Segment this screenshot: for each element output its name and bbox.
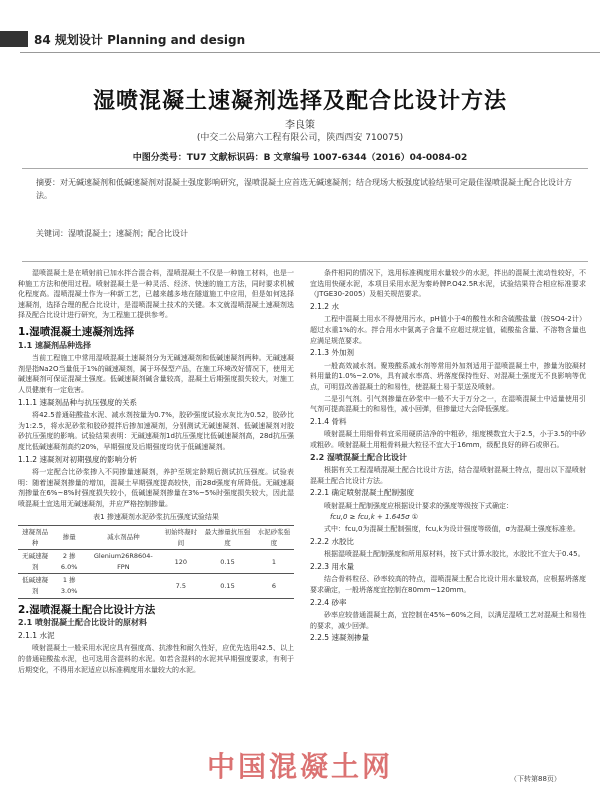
table-row bbox=[18, 550, 294, 574]
header-rule bbox=[20, 52, 600, 53]
abstract-top-rule bbox=[22, 168, 588, 169]
body-paragraph: 当前工程施工中常用湿喷混凝土速凝剂分为无碱速凝剂和低碱速凝剂两种。无碱速凝剂是指Na2O当量低于1%的碱速凝剂，属于环保型产品，在施工环境改好情况下，使用无碱速凝剂可保证混凝土强度。低碱速凝剂碱含量较高，混凝土后期强度损失较大，对施工人员健康有一定危害。 bbox=[18, 354, 294, 394]
abstract-bottom-rule bbox=[22, 261, 588, 262]
intro-paragraph: 湿喷混凝土是在喷射前已加水拌合混合料，湿喷混凝土不仅是一种施工材料，也是一种施工方法和使用过程。喷射混凝土是一种灵活、经济、快速的施工方法，同时要求机械化程度高。湿喷混凝土作为一种新工艺，已越来越多地在隧道施工中应用，但是如何选择速凝剂，选择合理的配合比设计，是湿喷混凝土技术的关键。本文就湿喷混凝土速凝剂选择及配合比设计进行研究，为工程施工提供参考。 bbox=[18, 269, 294, 320]
table-cell: 低碱速凝剂 bbox=[18, 574, 52, 598]
subsection-heading-2-1-4: 2.1.4 骨料 bbox=[310, 416, 347, 426]
body-paragraph: 喷射混凝土配制强度应根据设计要求的强度等级按下式确定： bbox=[324, 501, 513, 510]
subsection-heading-2-2-5: 2.2.5 速凝剂掺量 bbox=[310, 633, 369, 643]
table-cell: 6 bbox=[254, 574, 294, 598]
abstract-text: 摘要：对无碱速凝剂和低碱速凝剂对混凝土强度影响研究，湿喷混凝土应首选无碱速凝剂；结合现场大板强度试验结果可定最佳湿喷混凝土配合比设计方法。 bbox=[36, 178, 572, 200]
keywords-text: 关键词：湿喷混凝土；速凝剂；配合比设计 bbox=[36, 229, 188, 238]
table-cell: 1 bbox=[254, 550, 294, 574]
section-heading-2: 2.湿喷混凝土配合比设计方法 bbox=[18, 603, 156, 616]
page-number: 84 bbox=[34, 33, 51, 47]
body-paragraph: 将42.5普通硅酸盐水泥、减水剂按量为0.7%，胶砂强度试验水灰比为0.52，胶砂比为1:2.5，将水泥砂浆和胶砂搅拌后掺加速凝剂，分别测试无碱速凝剂、低碱速凝剂对胶砂抗压强度的影响。试验结果表明：无碱速凝剂1d抗压强度比低碱速凝剂高，28d抗压强度比低碱速凝剂高约20%，早期强度及后期强度均优于低碱速凝剂。 bbox=[18, 411, 294, 451]
table-header-cell: 最大掺量抗压强度 bbox=[201, 526, 254, 550]
body-paragraph: 砂率应较普通混凝土高，宜控制在45%~60%之间，以满足湿喷工艺对混凝土和易性的要求，减少回弹。 bbox=[310, 611, 586, 630]
subsection-heading-1-1-1: 1.1.1 速凝剂品种与抗压强度的关系 bbox=[18, 397, 137, 407]
subsection-heading-2-1-1: 2.1.1 水泥 bbox=[18, 630, 55, 640]
body-paragraph: 一般高效减水剂。聚羧酸系减水剂等常用外加剂适用于湿喷混凝土中，掺量为胶凝材料用量的1.0%~2.0%，具有减水率高、坍落度保持性好、对混凝土强度无不良影响等优点，可明显改善混凝土的和易性，使混凝土易于泵送及喷射。 bbox=[310, 361, 586, 391]
body-paragraph: 喷射混凝土一般采用水泥应具有强度高、抗渗性和耐久性好，应优先选用42.5、以上的普通硅酸盐水泥，也可选用含混料的水泥。如若含混料的水泥其早期强度要求，有利于后期变化，不得用水泥适应以标准稠度用水量较大的水泥。 bbox=[18, 644, 294, 674]
body-paragraph: 二是引气剂。引气剂掺量在砂浆中一般不大于万分之一，在湿喷混凝土中适量使用引气剂可提高混凝土的和易性，减小回弹，但掺量过大会降低强度。 bbox=[310, 394, 586, 414]
body-paragraph: 条件相同的情况下，选用标准稠度用水量较少的水泥，拌出的混凝土流动性较好，不宜选用快硬水泥，本项目采用水泥为秦岭牌P.O42.5R水泥，试验结果符合相应标准要求（JTGE30-2005）及相关规范要求。 bbox=[310, 269, 586, 299]
classification-line: 中图分类号：TU7 文献标识码：B 文章编号 1007-6344（2016）04-0084-02 bbox=[132, 153, 468, 163]
subsection-heading-2-2-2: 2.2.2 水胶比 bbox=[310, 536, 354, 546]
page-header bbox=[0, 28, 600, 52]
section-heading-1: 1.湿喷混凝土速凝剂选择 bbox=[18, 325, 135, 338]
article-author: 李良策 bbox=[285, 120, 315, 131]
subsection-heading-2-2-4: 2.2.4 砂率 bbox=[310, 597, 347, 607]
results-table bbox=[18, 525, 294, 599]
table-header-cell: 减水剂品种 bbox=[86, 526, 160, 550]
table-cell: 无碱速凝剂 bbox=[18, 550, 52, 574]
subsection-heading-2-1-3: 2.1.3 外加剂 bbox=[310, 348, 354, 358]
table-cell: 7.5 bbox=[160, 574, 201, 598]
site-watermark: 中国混凝土网 bbox=[206, 750, 393, 783]
table-header-cell: 掺量 bbox=[52, 526, 86, 550]
table-row bbox=[18, 574, 294, 598]
abstract-box bbox=[22, 168, 588, 262]
table-header-cell: 速凝剂品种 bbox=[18, 526, 52, 550]
body-paragraph: 结合骨料粒径、砂率较高的特点，湿喷混凝土配合比设计用水量较高，应根据坍落度要求确定，一般坍落度宜控制在80mm~120mm。 bbox=[310, 575, 586, 595]
header-section-label bbox=[34, 31, 245, 48]
subsection-heading-2-1: 2.1 喷射混凝土配合比设计的原材料 bbox=[18, 618, 147, 628]
subsection-heading-2-2-3: 2.2.3 用水量 bbox=[310, 561, 354, 571]
table-cell: 120 bbox=[160, 550, 201, 574]
formula: fcu,0 ≥ fcu,k + 1.645σ ① bbox=[330, 513, 419, 522]
right-column bbox=[310, 268, 586, 772]
subsection-heading-1-1-2: 1.1.2 速凝剂对初期强度的影响分析 bbox=[18, 454, 137, 464]
subsection-heading-1-1: 1.1 速凝剂品种选择 bbox=[18, 340, 91, 350]
article-affiliation: (中交二公局第六工程有限公司，陕西西安 710075) bbox=[196, 133, 404, 143]
article-title: 湿喷混凝土速凝剂选择及配合比设计方法 bbox=[92, 88, 507, 114]
left-column bbox=[18, 268, 294, 788]
table-cell: 2 掺 6.0% bbox=[52, 550, 86, 574]
table-header-cell: 初始终凝时间 bbox=[160, 526, 201, 550]
header-tab-block bbox=[0, 31, 28, 47]
table-cell: Glenium26R8604-FPN bbox=[86, 550, 160, 574]
continued-note: （下转第88页） bbox=[510, 775, 561, 783]
body-paragraph: 将一定配合比砂浆掺入不同掺量速凝剂，养护至规定龄期后测试抗压强度。试验表明：随着速凝剂掺量的增加，混凝土早期强度提高较快，而28d强度有所降低。无碱速凝剂掺量在6%~8%时强度损失较小，低碱速凝剂掺量在3%~5%时强度损失较大，因此湿喷混凝土宜选用无碱速凝剂，并应严格控制掺量。 bbox=[18, 468, 294, 508]
subsection-heading-2-1-2: 2.1.2 水 bbox=[310, 301, 339, 311]
section-name: 规划设计 Planning and design bbox=[54, 33, 246, 47]
body-paragraph: 工程中混凝土用水不得使用污水，pH值小于4的酸性水和含硫酸盐量（按SO4-2计）超过水重1%的水。拌合用水中氯离子含量不应超过规定值，硫酸盐含量、不溶物含量也应满足规范要求。 bbox=[310, 315, 586, 345]
body-paragraph: 式中：fcu,0为混凝土配制强度，fcu,k为设计强度等级值，σ为混凝土强度标准差。 bbox=[324, 525, 580, 534]
subsection-heading-2-2-1: 2.2.1 确定喷射混凝土配制强度 bbox=[310, 488, 414, 498]
table-cell bbox=[86, 574, 160, 598]
table-header-row bbox=[18, 526, 294, 550]
table-header-cell: 水泥砂浆强度 bbox=[254, 526, 294, 550]
table-cell: 0.15 bbox=[201, 574, 254, 598]
subsection-heading-2-2: 2.2 湿喷混凝土配合比设计 bbox=[310, 452, 407, 462]
body-paragraph: 根据有关工程湿喷混凝土配合比设计方法，结合湿喷射混凝土特点，提出以下湿喷射混凝土配合比设计方法。 bbox=[310, 466, 586, 485]
table-cell: 1 掺 3.0% bbox=[52, 574, 86, 598]
body-paragraph: 根据湿喷混凝土配制强度和所用原材料，按下式计算水胶比，水胶比不宜大于0.45。 bbox=[324, 550, 585, 559]
table-caption: 表1 掺速凝剂水泥砂浆抗压强度试验结果 bbox=[93, 513, 219, 522]
table-cell: 0.15 bbox=[201, 550, 254, 574]
body-paragraph: 喷射混凝土用细骨料宜采用硬质洁净的中粗砂，细度模数宜大于2.5，小于3.5的中砂或粗砂。喷射混凝土用粗骨料最大粒径不宜大于16mm，级配良好的碎石或卵石。 bbox=[310, 430, 586, 449]
